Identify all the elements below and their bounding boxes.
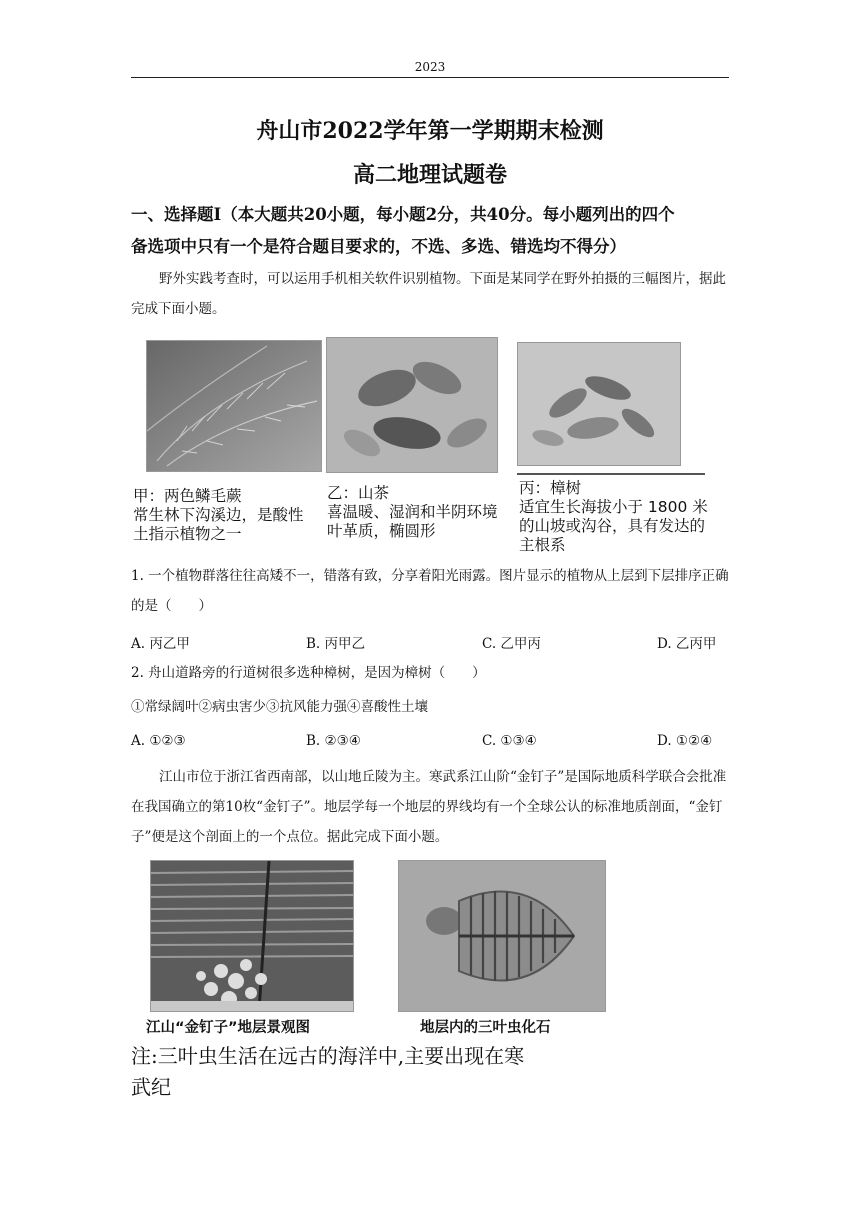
header-rule <box>131 77 729 78</box>
plant-caption-bing <box>519 479 708 555</box>
section-heading-line1: 一、选择题Ⅰ（本大题共20小题，每小题2分，共40分。每小题列出的四个 <box>131 205 675 224</box>
exam-title: 舟山市2022学年第一学期期末检测 <box>256 118 604 144</box>
plant-yi-line1: 乙：山茶 <box>327 484 390 502</box>
q1-option-c: C. 乙甲丙 <box>482 636 541 652</box>
plant-caption-jia <box>133 487 304 544</box>
plant-bing-line1: 丙：樟树 <box>519 479 582 497</box>
plant-caption-yi <box>327 484 498 541</box>
plant-jia-line1: 甲：两色鳞毛蕨 <box>133 487 242 505</box>
fossil-note <box>131 1041 524 1103</box>
question-2-options <box>131 733 731 757</box>
question-1-stem: 1. 一个植物群落往往高矮不一，错落有致，分享着阳光雨露。图片显示的植物从上层到下层排序正确的是（ ） <box>131 568 729 614</box>
caption-divider <box>517 473 705 475</box>
fern-photo <box>146 340 322 472</box>
q1-option-b: B. 丙甲乙 <box>306 636 366 652</box>
trilobite-caption: 地层内的三叶虫化石 <box>420 1020 551 1036</box>
camphor-photo <box>517 342 681 466</box>
trilobite-photo <box>398 860 606 1012</box>
q2-option-d: D. ①②④ <box>657 733 713 749</box>
q2-option-a: A. ①②③ <box>131 733 186 749</box>
fossil-note-line2: 武纪 <box>131 1075 171 1099</box>
header-year: 2023 <box>414 60 446 74</box>
q2-option-b: B. ②③④ <box>306 733 361 749</box>
intro-paragraph-2: 江山市位于浙江省西南部，以山地丘陵为主。寒武系江山阶“金钉子”是国际地质科学联合会批准在我国确立的第10枚“金钉子”。地层学每一个地层的界线均有一个全球公认的标准地质剖面，“金钉子”便是这个剖面上的一个点位。据此完成下面小题。 <box>131 769 727 845</box>
strata-photo <box>150 860 354 1012</box>
plant-bing-line3: 的山坡或沟谷，具有发达的 <box>519 517 706 535</box>
question-1-options <box>131 632 731 656</box>
plant-bing-line4: 主根系 <box>519 536 566 554</box>
plant-jia-line3: 土指示植物之一 <box>133 525 242 543</box>
plant-yi-line3: 叶革质，椭圆形 <box>327 522 436 540</box>
camellia-photo <box>326 337 498 473</box>
q2-option-c: C. ①③④ <box>482 733 537 749</box>
exam-subtitle: 高二地理试题卷 <box>352 162 507 188</box>
strata-caption: 江山“金钉子”地层景观图 <box>146 1020 311 1036</box>
plant-yi-line2: 喜温暖、湿润和半阴环境 <box>327 503 498 521</box>
plant-bing-line2: 适宜生长海拔小于 1800 米 <box>519 498 708 516</box>
section-heading-line2: 备选项中只有一个是符合题目要求的，不选、多选、错选均不得分） <box>131 237 626 256</box>
question-2-stem: 2. 舟山道路旁的行道树很多选种樟树，是因为樟树（ ） <box>131 665 486 681</box>
question-2-items: ①常绿阔叶②病虫害少③抗风能力强④喜酸性土壤 <box>131 699 428 715</box>
q1-option-d: D. 乙丙甲 <box>657 636 717 652</box>
plant-jia-line2: 常生林下沟溪边，是酸性 <box>133 506 304 524</box>
q1-option-a: A. 丙乙甲 <box>131 636 190 652</box>
intro-paragraph-1: 野外实践考查时，可以运用手机相关软件识别植物。下面是某同学在野外拍摄的三幅图片，据此完成下面小题。 <box>131 271 726 317</box>
fossil-note-line1: 注:三叶虫生活在远古的海洋中,主要出现在寒 <box>131 1044 525 1068</box>
